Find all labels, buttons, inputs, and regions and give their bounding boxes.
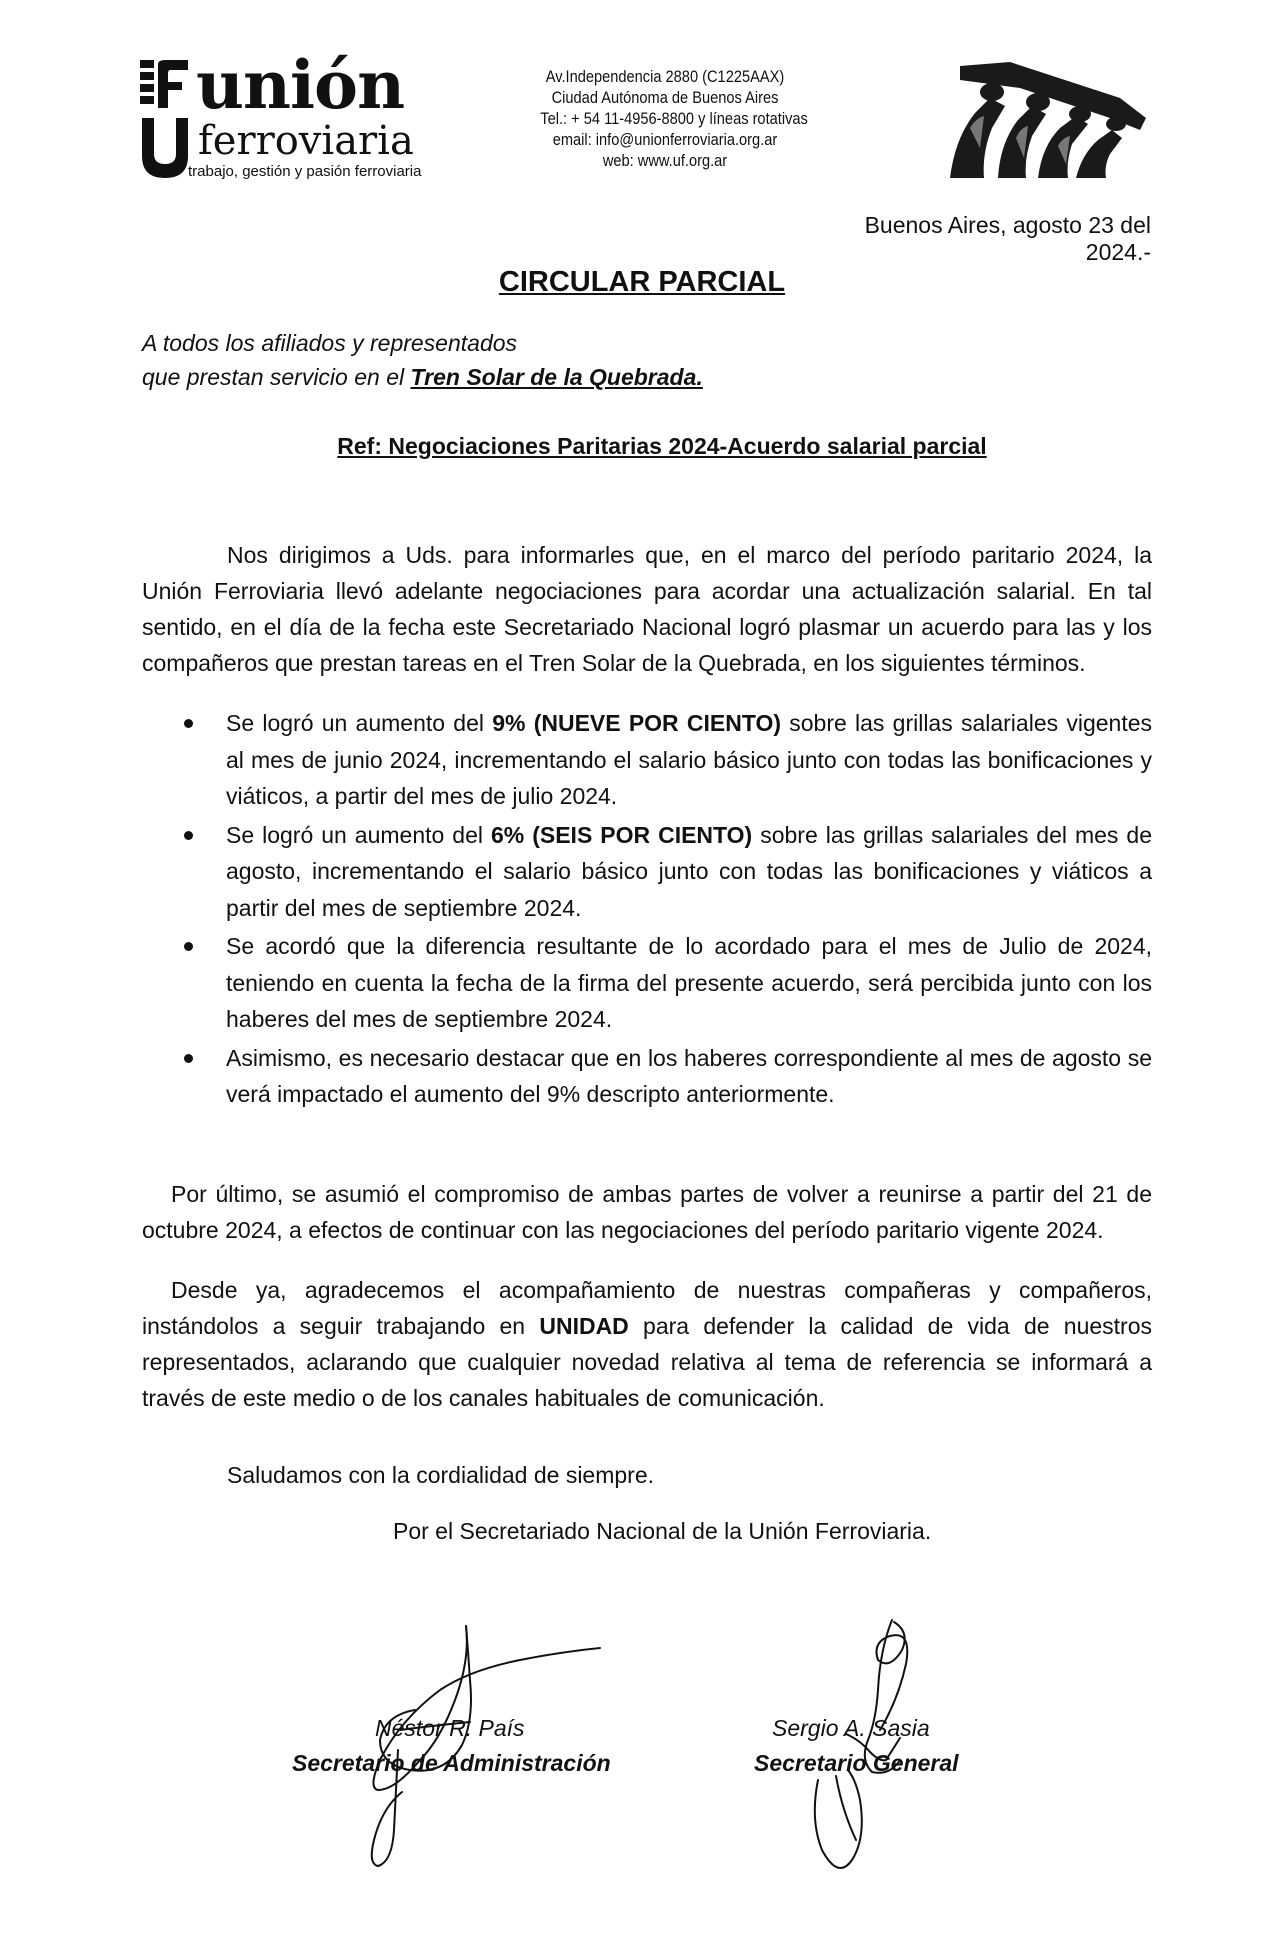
signoff-line: Por el Secretariado Nacional de la Unión Ferroviaria. bbox=[393, 1518, 932, 1544]
letterhead-address bbox=[540, 66, 808, 171]
paragraph-intro: Nos dirigimos a Uds. para informarles que, en el marco del período paritario 2024, la Unión Ferroviaria llevó adelante negociaciones para acordar una actualización salarial. En tal sentido, en el día de la fecha este Secretariado Nacional logró plasmar un acuerdo para las y los compañeros que prestan tareas en el Tren Solar de la Quebrada, en los siguientes términos. bbox=[142, 542, 1152, 676]
reference-line: Ref: Negociaciones Paritarias 2024-Acuerdo salarial parcial bbox=[337, 433, 987, 459]
bullet-icon bbox=[184, 1054, 193, 1063]
page-title: CIRCULAR PARCIAL bbox=[498, 266, 786, 298]
list-item: Asimismo, es necesario destacar que en los haberes correspondiente al mes de agosto se verá impactado el aumento del 9% descripto anteriormente. bbox=[142, 1040, 1152, 1113]
address-city: Ciudad Autónoma de Buenos Aires bbox=[551, 88, 779, 107]
addressee bbox=[142, 326, 703, 394]
brand-name-line1: unión bbox=[196, 46, 405, 124]
uf-monogram-icon bbox=[140, 60, 190, 180]
brand-tagline: trabajo, gestión y pasión ferroviaria bbox=[188, 163, 422, 180]
signature-pais-icon bbox=[372, 1626, 600, 1866]
paragraph-thanks: Desde ya, agradecemos el acompañamiento de nuestras compañeras y compañeros, instándolos a seguir trabajando en UNIDAD para defender la calidad de vida de nuestros representados, aclarando que cualquier novedad relativa al tema de referencia se informará a través de este medio o de los canales habituales de comunicación. bbox=[142, 1277, 1152, 1411]
closing-greeting: Saludamos con la cordialidad de siempre. bbox=[227, 1462, 655, 1488]
signatory-name-1: Néstor R. País bbox=[375, 1715, 525, 1741]
list-item: Se logró un aumento del 6% (SEIS POR CIENTO) sobre las grillas salariales del mes de agosto, incrementando el salario básico junto con todas las bonificaciones y viáticos a partir del mes de septiembre 2024. bbox=[142, 817, 1152, 927]
list-item: Se logró un aumento del 9% (NUEVE POR CIENTO) sobre las grillas salariales vigentes al mes de junio 2024, incrementando el salario básico junto con todas las bonificaciones y viáticos, a partir del mes de julio 2024. bbox=[142, 705, 1152, 815]
address-web: web: www.uf.org.ar bbox=[602, 151, 728, 170]
bullet-icon bbox=[184, 831, 193, 840]
address-email: email: info@unionferroviaria.org.ar bbox=[552, 130, 778, 149]
letter-date: Buenos Aires, agosto 23 del 2024.- bbox=[864, 212, 1151, 265]
bullet-icon bbox=[184, 719, 193, 728]
signature-sasia-icon bbox=[815, 1620, 907, 1868]
agreement-bullet-list bbox=[142, 705, 1152, 1115]
addressee-line2-prefix: que prestan servicio en el bbox=[142, 364, 411, 390]
paragraph-commitment: Por último, se asumió el compromiso de ambas partes de volver a reunirse a partir del 21 de octubre 2024, a efectos de continuar con las negociaciones del período paritario vigente 2024. bbox=[142, 1181, 1152, 1243]
brand-name-line2: ferroviaria bbox=[198, 118, 414, 164]
addressee-line2 bbox=[142, 360, 703, 394]
signatory-role-1: Secretario de Administración bbox=[292, 1750, 611, 1776]
signatory-name-2: Sergio A. Sasia bbox=[772, 1715, 930, 1741]
hands-raising-rail-icon bbox=[920, 58, 1150, 178]
list-item: Se acordó que la diferencia resultante de lo acordado para el mes de Julio de 2024, teniendo en cuenta la fecha de la firma del presente acuerdo, será percibida junto con los haberes del mes de septiembre 2024. bbox=[142, 928, 1152, 1038]
signatory-role-2: Secretario General bbox=[754, 1750, 959, 1776]
addressee-line1: A todos los afiliados y representados bbox=[142, 330, 518, 356]
address-phone: Tel.: + 54 11-4956-8800 y líneas rotativas bbox=[540, 109, 808, 128]
unidad-emphasis: UNIDAD bbox=[539, 1313, 629, 1339]
address-street: Av.Independencia 2880 (C1225AAX) bbox=[545, 67, 785, 86]
bullet-icon bbox=[184, 942, 193, 951]
addressee-line2-bold: Tren Solar de la Quebrada. bbox=[410, 364, 703, 390]
